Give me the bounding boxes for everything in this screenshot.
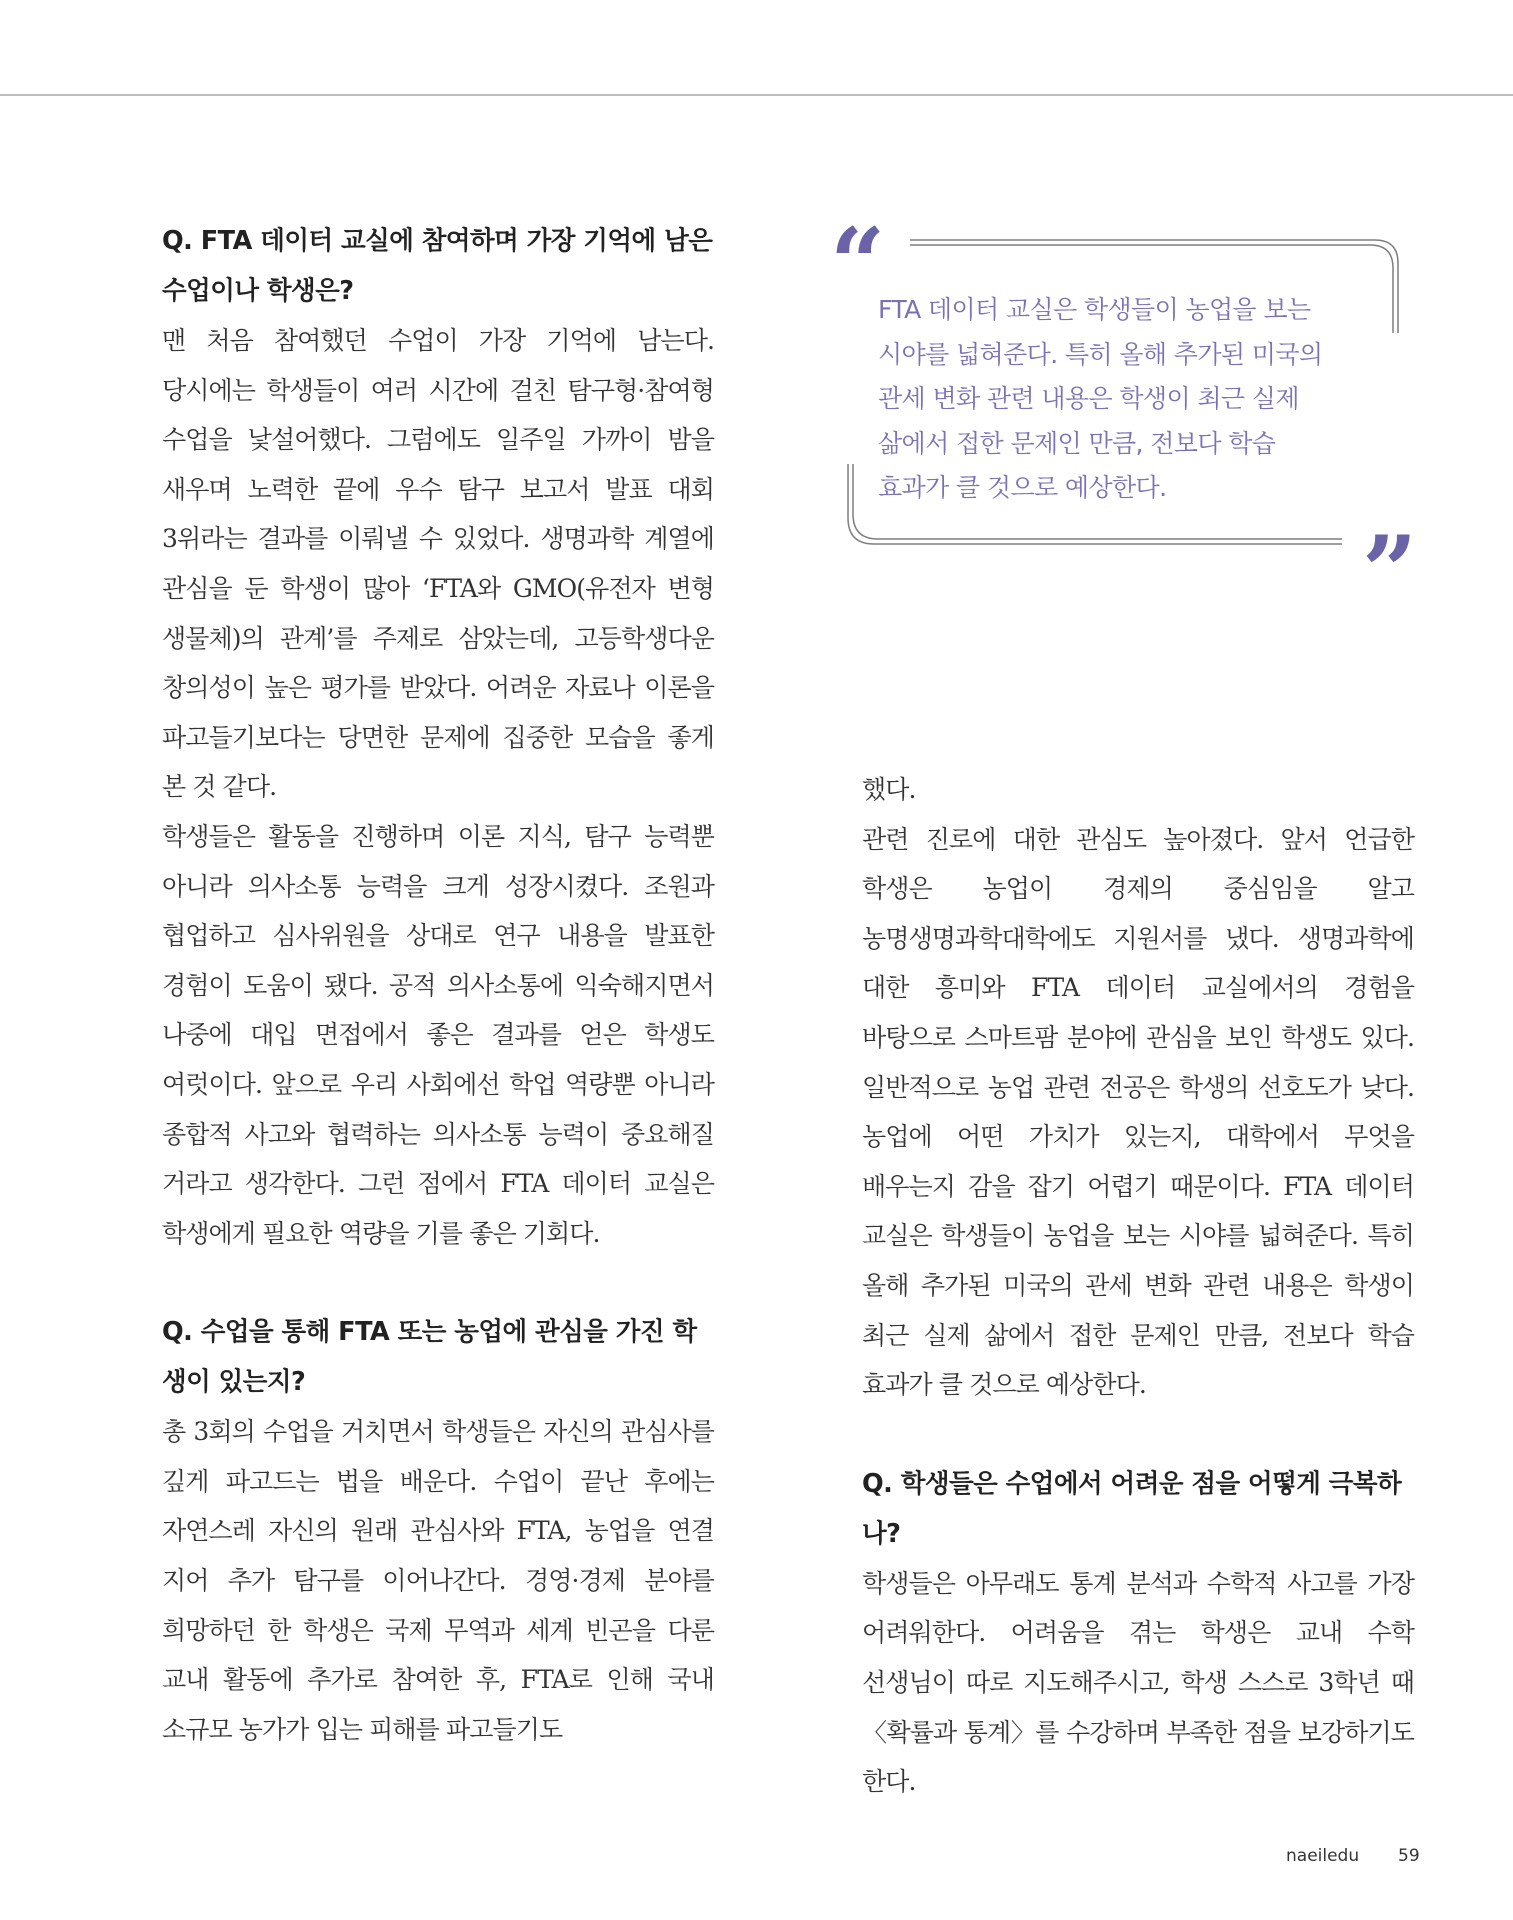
pull-quote-text: FTA 데이터 교실은 학생들이 농업을 보는 시야를 넓혀준다. 특히 올해 추가된 미국의 관세 변화 관련 내용은 학생이 최근 실제 삶에서 접한 문제인 만큼, 전보다 학습 효과가 클 것으로 예상한다.	[878, 295, 1323, 502]
open-quote-icon: “	[830, 207, 886, 320]
pull-quote	[830, 207, 1418, 628]
close-quote-icon: ”	[1362, 515, 1418, 628]
question-1: Q. FTA 데이터 교실에 참여하며 가장 기억에 남은 수업이나 학생은?	[162, 226, 713, 306]
answer-2-paragraph-2: 관련 진로에 대한 관심도 높아졌다. 앞서 언급한 학생은 농업이 경제의 중심임을 알고 농명생명과학대학에도 지원서를 냈다. 생명과학에 대한 흥미와 FTA 데이터 교실에서의 경험을 바탕으로 스마트팜 분야에 관심을 보인 학생도 있다. 일반적으로 농업 관련 전공은 학생의 선호도가 낮다. 농업에 어떤 가치가 있는지, 대학에서 무엇을 배우는지 감을 잡기 어렵기 때문이다. FTA 데이터 교실은 학생들이 농업을 보는 시야를 넓혀준다. 특히 올해 추가된 미국의 관세 변화 관련 내용은 학생이 최근 실제 삶에서 접한 문제인 만큼, 전보다 학습 효과가 클 것으로 예상한다.	[862, 824, 1414, 1400]
footer-brand: naeiledu	[1286, 1846, 1360, 1866]
question-3: Q. 학생들은 수업에서 어려운 점을 어떻게 극복하나?	[862, 1468, 1402, 1549]
answer-1-paragraph-1: 맨 처음 참여했던 수업이 가장 기억에 남는다. 당시에는 학생들이 여러 시간에 걸친 탐구형·참여형 수업을 낯설어했다. 그럼에도 일주일 가까이 밤을 새우며 노력한 끝에 우수 탐구 보고서 발표 대회 3위라는 결과를 이뤄낼 수 있었다. 생명과학 계열에 관심을 둔 학생이 많아 ‘FTA와 GMO(유전자 변형 생물체)의 관계’를 주제로 삼았는데, 고등학생다운 창의성이 높은 평가를 받았다. 어려운 자료나 이론을 파고들기보다는 당면한 문제에 집중한 모습을 좋게 본 것 같다.	[162, 326, 714, 802]
page-number: 59	[1398, 1846, 1420, 1866]
right-column	[862, 765, 1414, 1807]
question-2: Q. 수업을 통해 FTA 또는 농업에 관심을 가진 학생이 있는지?	[162, 1317, 697, 1398]
answer-2-paragraph-1: 총 3회의 수업을 거치면서 학생들은 자신의 관심사를 깊게 파고드는 법을 배운다. 수업이 끝난 후에는 자연스레 자신의 원래 관심사와 FTA, 농업을 연결 지어 추가 탐구를 이어나간다. 경영·경제 분야를 희망하던 한 학생은 국제 무역과 세계 빈곤을 다룬 교내 활동에 추가로 참여한 후, FTA로 인해 국내 소규모 농가가 입는 피해를 파고들기도	[162, 1417, 714, 1744]
answer-3-paragraph-1: 학생들은 아무래도 통계 분석과 수학적 사고를 가장 어려워한다. 어려움을 겪는 학생은 교내 수학 선생님이 따로 지도해주시고, 학생 스스로 3학년 때 〈확률과 통계〉를 수강하며 부족한 점을 보강하기도 한다.	[862, 1568, 1414, 1797]
answer-2-continuation: 했다.	[862, 775, 916, 804]
top-rule	[0, 94, 1513, 96]
left-column	[162, 216, 714, 1754]
answer-1-paragraph-2: 학생들은 활동을 진행하며 이론 지식, 탐구 능력뿐 아니라 의사소통 능력을 크게 성장시켰다. 조원과 협업하고 심사위원을 상대로 연구 내용을 발표한 경험이 도움이 됐다. 공적 의사소통에 익숙해지면서 나중에 대입 면접에서 좋은 결과를 얻은 학생도 여럿이다. 앞으로 우리 사회에선 학업 역량뿐 아니라 종합적 사고와 협력하는 의사소통 능력이 중요해질 거라고 생각한다. 그런 점에서 FTA 데이터 교실은 학생에게 필요한 역량을 기를 좋은 기회다.	[162, 821, 714, 1248]
